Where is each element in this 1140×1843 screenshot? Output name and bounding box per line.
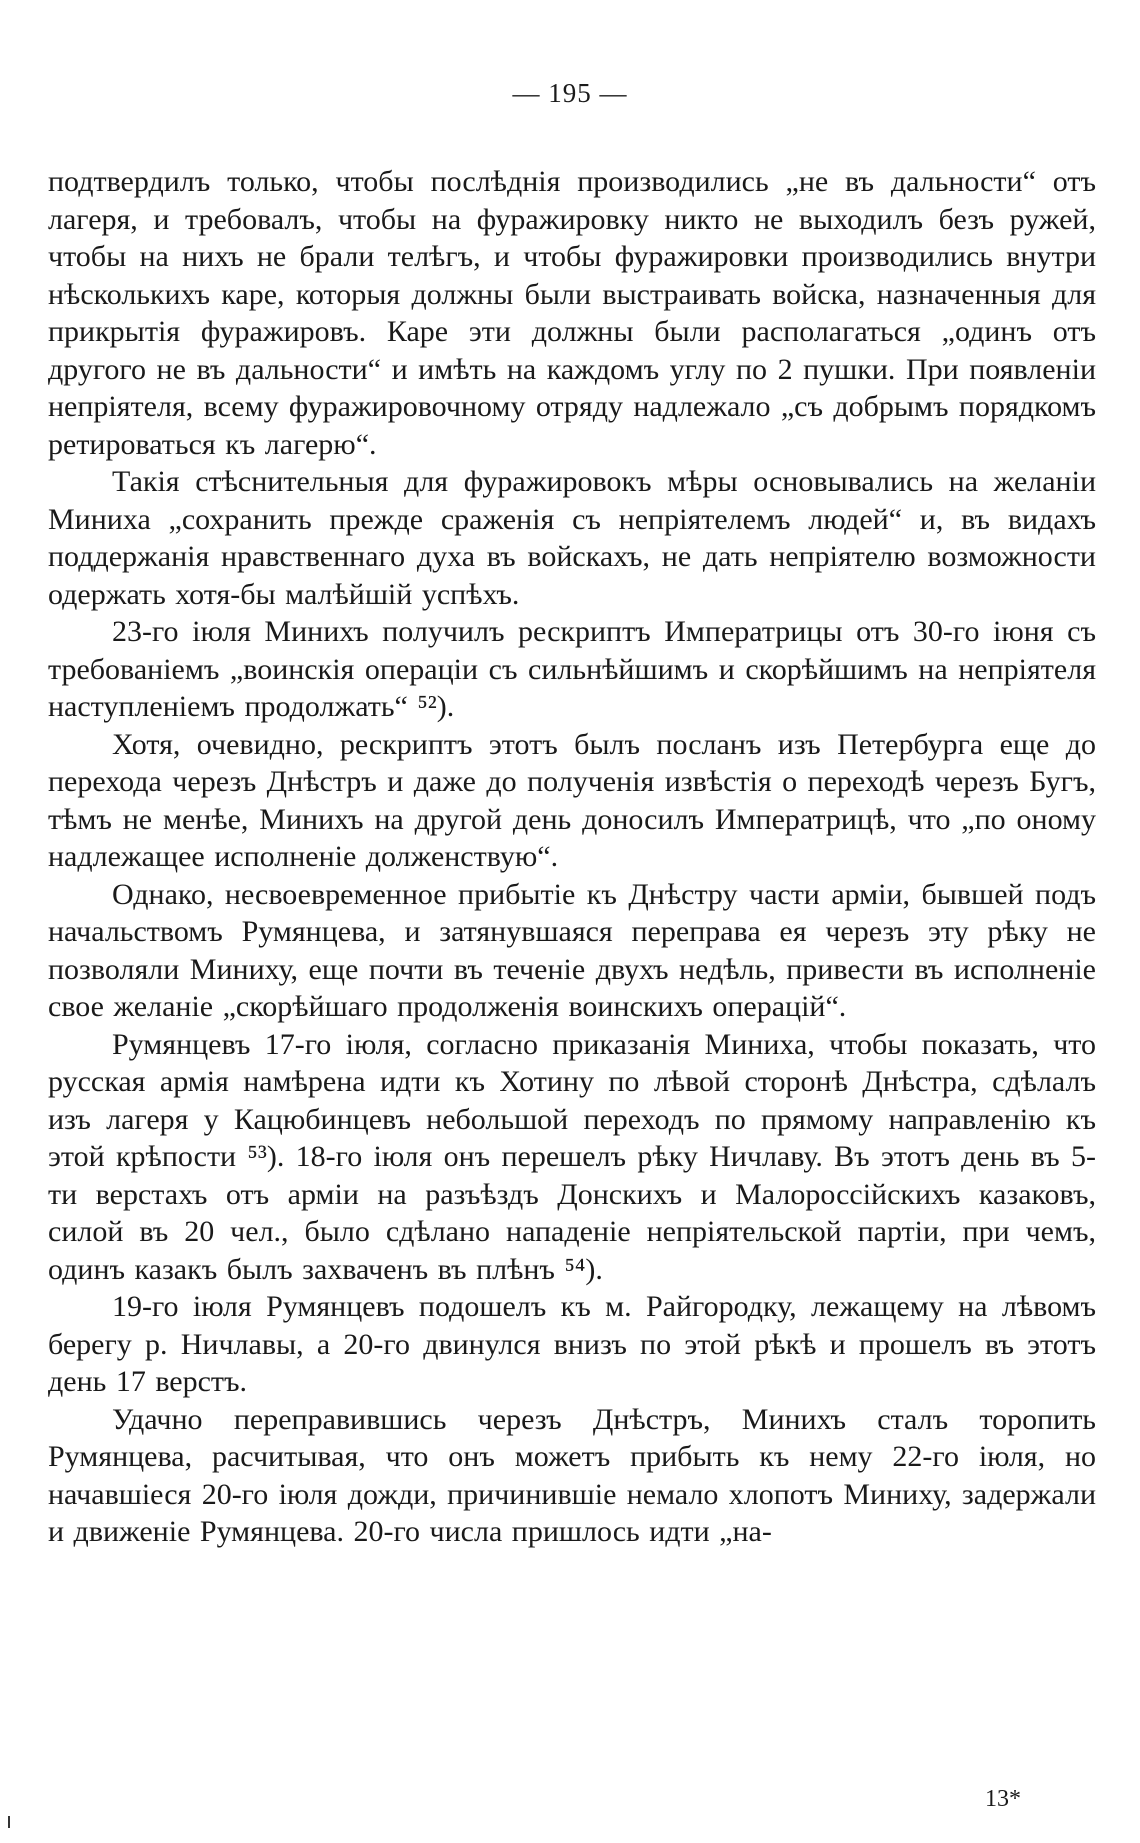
paragraph-8: Удачно переправившись черезъ Днѣстръ, Минихъ сталъ торопить Румянцева, расчитывая, что онъ можетъ прибыть къ нему 22-го іюля, но начавшіеся 20-го іюля дожди, причинившіе немало хлопотъ Миниху, задержали и движеніе Румянцева. 20-го числа пришлось идти „на-	[48, 1402, 1096, 1548]
paragraph-2: Такія стѣснительныя для фуражировокъ мѣры основывались на желаніи Миниха „сохранить прежде сраженія съ непріятелемъ людей“ и, въ видахъ поддержанія нравственнаго духа въ войскахъ, не дать непріятелю возможности одержать хотя-бы малѣйшій успѣхъ.	[48, 465, 1096, 611]
paragraph-1: подтвердилъ только, чтобы послѣднія производились „не въ дальности“ отъ лагеря, и требовалъ, чтобы на фуражировку никто не выходилъ безъ ружей, чтобы на нихъ не брали телѣгъ, и чтобы фуражировки производились внутри нѣсколькихъ каре, которыя должны были выстраивать войска, назначенныя для прикрытія фуражировъ. Каре эти должны были располагаться „одинъ отъ другого не въ дальности“ и имѣть на каждомъ углу по 2 пушки. При появленіи непріятеля, всему фуражировочному отряду надлежало „съ добрымъ порядкомъ ретироваться къ лагерю“.	[48, 165, 1096, 461]
body-text	[48, 163, 1096, 1551]
page-number: — 195 —	[512, 78, 628, 108]
paragraph-3: 23-го іюля Минихъ получилъ рескриптъ Императрицы отъ 30-го іюня съ требованіемъ „воинскія операціи съ сильнѣйшимъ и скорѣйшимъ на непріятеля наступленіемъ продолжать“ ⁵²).	[48, 615, 1096, 723]
paragraph-7: 19-го іюля Румянцевъ подошелъ къ м. Райгородку, лежащему на лѣвомъ берегу р. Ничлавы, а 20-го двинулся внизъ по этой рѣкѣ и прошелъ въ этотъ день 17 верстъ.	[48, 1290, 1096, 1398]
paragraph-6: Румянцевъ 17-го іюля, согласно приказанія Миниха, чтобы показать, что русская армія намѣрена идти къ Хотину по лѣвой сторонѣ Днѣстра, сдѣлалъ изъ лагеря у Кацюбинцевъ небольшой переходъ по прямому направленію къ этой крѣпости ⁵³). 18-го іюля онъ перешелъ рѣку Ничлаву. Въ этотъ день въ 5-ти верстахъ отъ арміи на разъѣздъ Донскихъ и Малороссійскихъ казаковъ, силой въ 20 чел., было сдѣлано нападеніе непріятельской партіи, при чемъ, одинъ казакъ былъ захваченъ въ плѣнъ ⁵⁴).	[48, 1027, 1096, 1286]
paragraph-4: Хотя, очевидно, рескриптъ этотъ былъ посланъ изъ Петербурга еще до перехода черезъ Днѣстръ и даже до полученія извѣстія о переходѣ черезъ Бугъ, тѣмъ не менѣе, Минихъ на другой день доносилъ Императрицѣ, что „по оному надлежащее исполненіе долженствую“.	[48, 727, 1096, 873]
paragraph-5: Однако, несвоевременное прибытіе къ Днѣстру части арміи, бывшей подъ начальствомъ Румянцева, и затянувшаяся переправа ея черезъ эту рѣку не позволяли Миниху, еще почти въ теченіе двухъ недѣль, привести въ исполненіе свое желаніе „скорѣйшаго продолженія воинскихъ операцій“.	[48, 877, 1096, 1023]
signature-mark: 13*	[985, 1786, 1021, 1812]
margin-tick	[8, 1816, 10, 1828]
